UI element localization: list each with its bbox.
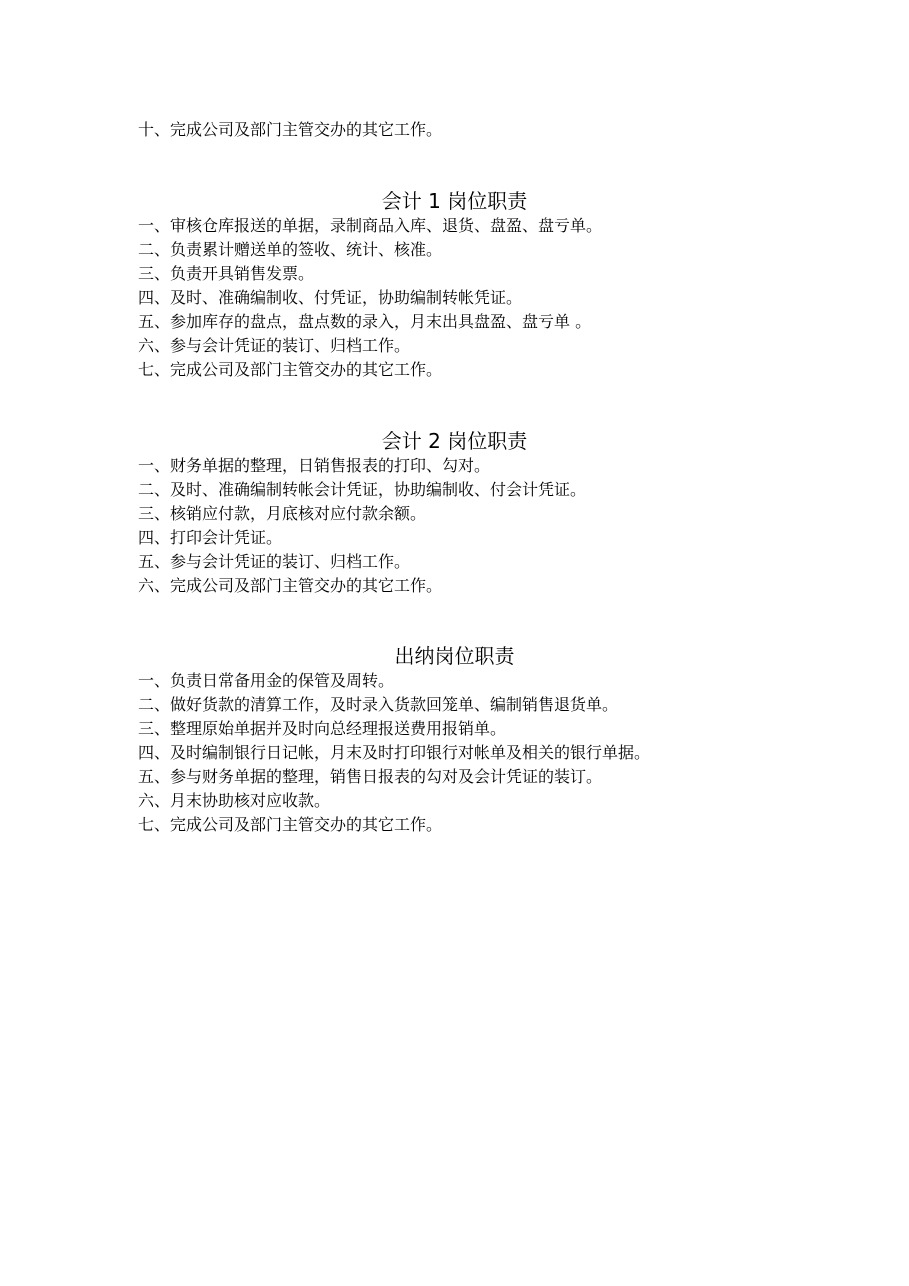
intro-duty-line: 十、完成公司及部门主管交办的其它工作。 (138, 120, 443, 139)
duty-item: 四、及时、准确编制收、付凭证，协助编制转帐凭证。 (138, 288, 523, 307)
duty-item: 四、及时编制银行日记帐，月末及时打印银行对帐单及相关的银行单据。 (138, 743, 651, 762)
duty-item: 三、整理原始单据并及时向总经理报送费用报销单。 (138, 719, 507, 738)
duty-item: 四、打印会计凭证。 (138, 528, 283, 547)
section-title-cashier: 出纳岗位职责 (394, 644, 515, 668)
duty-item: 六、月末协助核对应收款。 (138, 791, 331, 810)
duty-item: 一、负责日常备用金的保管及周转。 (138, 671, 395, 690)
duty-item: 五、参与会计凭证的装订、归档工作。 (138, 552, 411, 571)
duty-item: 七、完成公司及部门主管交办的其它工作。 (138, 815, 443, 834)
duty-item: 二、负责累计赠送单的签收、统计、核准。 (138, 240, 443, 259)
duty-item: 六、完成公司及部门主管交办的其它工作。 (138, 576, 443, 595)
duty-item: 二、做好货款的清算工作，及时录入货款回笼单、编制销售退货单。 (138, 695, 619, 714)
duty-item: 二、及时、准确编制转帐会计凭证，协助编制收、付会计凭证。 (138, 480, 587, 499)
duty-item: 六、参与会计凭证的装订、归档工作。 (138, 336, 411, 355)
duty-item: 一、财务单据的整理，日销售报表的打印、勾对。 (138, 456, 491, 475)
duty-item: 五、参与财务单据的整理，销售日报表的勾对及会计凭证的装订。 (138, 767, 603, 786)
section-title-accountant-2: 会计 2 岗位职责 (381, 429, 528, 453)
duty-item: 一、审核仓库报送的单据，录制商品入库、退货、盘盈、盘亏单。 (138, 216, 603, 235)
duty-item: 五、参加库存的盘点，盘点数的录入，月末出具盘盈、盘亏单 。 (138, 312, 592, 331)
duty-item: 三、核销应付款，月底核对应付款余额。 (138, 504, 427, 523)
duty-item: 七、完成公司及部门主管交办的其它工作。 (138, 360, 443, 379)
duty-item: 三、负责开具销售发票。 (138, 264, 315, 283)
section-title-accountant-1: 会计 1 岗位职责 (381, 189, 528, 213)
